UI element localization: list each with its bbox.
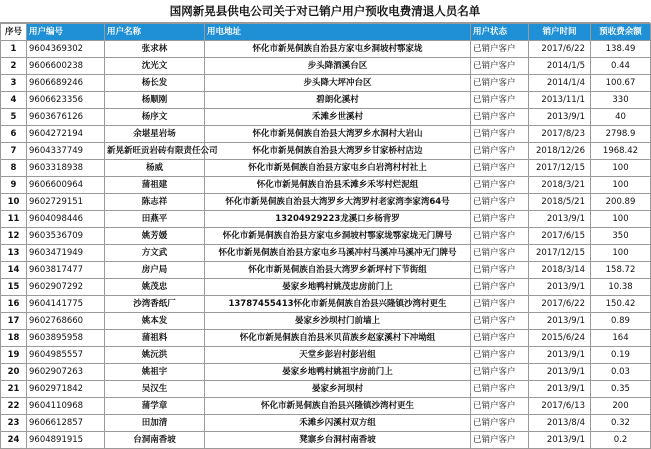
cell-user-name: 姚本发 [105,313,205,330]
table-row [1,126,651,143]
cell-close-date: 2013/9/1 [529,364,591,381]
cell-close-date: 2013/9/1 [529,347,591,364]
cell-user-no: 9604891915 [27,432,105,449]
cell-seq: 13 [1,245,27,262]
table-row [1,75,651,92]
cell-user-no: 9602907292 [27,279,105,296]
cell-close-date: 2017/6/13 [529,398,591,415]
cell-balance: 200 [591,398,651,415]
cell-user-name: 姚芳媛 [105,228,205,245]
cell-close-date: 2017/6/22 [529,296,591,313]
cell-user-name: 杨顺刚 [105,92,205,109]
cell-balance: 100 [591,160,651,177]
header-balance: 预收费余额 [591,24,651,41]
cell-balance: 100 [591,177,651,194]
cell-address: 怀化市新晃侗族自治县方家屯乡白岩湾村村社上 [205,160,471,177]
cell-balance: 164 [591,330,651,347]
cell-balance: 158.72 [591,262,651,279]
cell-user-name: 蒲学章 [105,398,205,415]
cell-close-date: 2017/12/15 [529,160,591,177]
header-seq: 序号 [1,24,27,41]
table-row [1,262,651,279]
table-row [1,296,651,313]
cell-user-no: 9604369302 [27,41,105,58]
table-row [1,58,651,75]
cell-close-date: 2017/12/15 [529,245,591,262]
cell-status: 已销户客户 [471,432,529,449]
cell-seq: 18 [1,330,27,347]
cell-seq: 4 [1,92,27,109]
table-row [1,228,651,245]
cell-balance: 0.32 [591,415,651,432]
cell-seq: 1 [1,41,27,58]
cell-seq: 23 [1,415,27,432]
table-row [1,330,651,347]
cell-user-name: 余堪星岩场 [105,126,205,143]
cell-user-no: 9602971842 [27,381,105,398]
cell-address: 晏家乡沙坝村门前墙上 [205,313,471,330]
cell-address: 怀化市新晃侗族自治县大湾罗乡大湾罗村老家湾李家湾64号 [205,194,471,211]
cell-close-date: 2013/9/1 [529,313,591,330]
cell-balance: 0.03 [591,364,651,381]
cell-user-no: 9604337749 [27,143,105,160]
cell-address: 凳寨乡台洞村南香坡 [205,432,471,449]
cell-address: 怀化市新晃侗族自治县大湾罗乡新坪村下节街组 [205,262,471,279]
cell-address: 禾滩乡闪溪村双方组 [205,415,471,432]
cell-address: 晏家乡地鸭村姚祖宇房前门上 [205,364,471,381]
cell-balance: 0.44 [591,58,651,75]
cell-status: 已销户客户 [471,75,529,92]
cell-close-date: 2015/6/24 [529,330,591,347]
cell-user-no: 9606600964 [27,177,105,194]
cell-user-no: 9606600238 [27,58,105,75]
cell-user-no: 9603471949 [27,245,105,262]
cell-address: 晏家乡河坝村 [205,381,471,398]
cell-status: 已销户客户 [471,279,529,296]
cell-seq: 22 [1,398,27,415]
cell-user-no: 9604110968 [27,398,105,415]
cell-seq: 2 [1,58,27,75]
cell-address: 天堂乡彭岩村彭岩组 [205,347,471,364]
cell-user-name: 新晃新旺贡岩砖有限责任公司 [105,143,205,160]
cell-balance: 0.2 [591,432,651,449]
cell-balance: 350 [591,228,651,245]
table-row [1,415,651,432]
cell-status: 已销户客户 [471,109,529,126]
cell-balance: 40 [591,109,651,126]
cell-balance: 2798.9 [591,126,651,143]
cell-user-name: 杨长发 [105,75,205,92]
cell-user-name: 姚茂忠 [105,279,205,296]
cell-seq: 20 [1,364,27,381]
cell-balance: 200.89 [591,194,651,211]
cell-status: 已销户客户 [471,313,529,330]
cell-user-name: 杨威 [105,160,205,177]
cell-balance: 0.19 [591,347,651,364]
cell-seq: 12 [1,228,27,245]
cell-close-date: 2013/9/1 [529,211,591,228]
cell-balance: 1968.42 [591,143,651,160]
cell-user-no: 9603318938 [27,160,105,177]
cell-address: 晏家乡地鸭村姚茂忠房前门上 [205,279,471,296]
table-row [1,279,651,296]
cell-user-no: 9602768660 [27,313,105,330]
cell-address: 碧朗化溪村 [205,92,471,109]
cell-user-name: 姚沅洪 [105,347,205,364]
cell-seq: 10 [1,194,27,211]
cell-user-no: 9603817477 [27,262,105,279]
cell-user-name: 房户局 [105,262,205,279]
cell-balance: 100 [591,211,651,228]
cell-status: 已销户客户 [471,296,529,313]
cell-seq: 8 [1,160,27,177]
table-row [1,143,651,160]
cell-user-no: 9603895958 [27,330,105,347]
table-row [1,398,651,415]
cell-close-date: 2013/9/1 [529,279,591,296]
cell-status: 已销户客户 [471,415,529,432]
cell-balance: 150.42 [591,296,651,313]
table-row [1,92,651,109]
cell-user-name: 陈志祥 [105,194,205,211]
cell-close-date: 2013/11/1 [529,92,591,109]
cell-status: 已销户客户 [471,330,529,347]
cell-status: 已销户客户 [471,143,529,160]
cell-close-date: 2013/9/1 [529,109,591,126]
cell-seq: 15 [1,279,27,296]
cell-seq: 6 [1,126,27,143]
cell-status: 已销户客户 [471,194,529,211]
cell-seq: 19 [1,347,27,364]
cell-close-date: 2018/12/26 [529,143,591,160]
cell-status: 已销户客户 [471,398,529,415]
cell-status: 已销户客户 [471,160,529,177]
header-user-name: 用户名称 [105,24,205,41]
cell-user-name: 杨序文 [105,109,205,126]
cell-user-name: 沈光文 [105,58,205,75]
cell-status: 已销户客户 [471,58,529,75]
cell-status: 已销户客户 [471,41,529,58]
cell-seq: 21 [1,381,27,398]
cell-user-no: 9602907263 [27,364,105,381]
cell-status: 已销户客户 [471,211,529,228]
cell-close-date: 2017/8/23 [529,126,591,143]
table-row [1,381,651,398]
cell-user-name: 田加清 [105,415,205,432]
cell-address: 怀化市新晃侗族自治县兴隆镇沙湾村更生 [205,398,471,415]
cell-balance: 0.89 [591,313,651,330]
cell-seq: 24 [1,432,27,449]
document-title: 国网新晃县供电公司关于对已销户用户预收电费清退人员名单 [0,0,650,23]
cell-close-date: 2014/1/5 [529,58,591,75]
cell-user-no: 9604098446 [27,211,105,228]
table-row [1,160,651,177]
table-row [1,41,651,58]
cell-balance: 10.38 [591,279,651,296]
cell-user-name: 沙湾香纸厂 [105,296,205,313]
cell-close-date: 2018/5/21 [529,194,591,211]
cell-address: 13787455413怀化市新晃侗族自治县兴隆镇沙湾村更生 [205,296,471,313]
cell-seq: 3 [1,75,27,92]
table-row [1,177,651,194]
cell-status: 已销户客户 [471,177,529,194]
cell-user-no: 9604141775 [27,296,105,313]
cell-seq: 11 [1,211,27,228]
cell-balance: 100 [591,245,651,262]
cell-address: 步头降酒溪台区 [205,58,471,75]
cell-user-name: 台洞南香坡 [105,432,205,449]
table-row [1,109,651,126]
cell-user-name: 张求林 [105,41,205,58]
cell-user-name: 吴汉生 [105,381,205,398]
table-row [1,211,651,228]
cell-user-no: 9602729151 [27,194,105,211]
header-status: 用户状态 [471,24,529,41]
header-user-no: 用户编号 [27,24,105,41]
cell-close-date: 2013/8/4 [529,415,591,432]
cell-user-no: 9606689246 [27,75,105,92]
cell-address: 怀化市新晃侗族自治县方家屯乡洞坡村鄠家垅鄠家垅无门牌号 [205,228,471,245]
cell-user-no: 9604985557 [27,347,105,364]
cell-seq: 7 [1,143,27,160]
cell-status: 已销户客户 [471,92,529,109]
cell-user-no: 9604272194 [27,126,105,143]
cell-address: 步头降大坪冲台区 [205,75,471,92]
table-row [1,364,651,381]
cell-status: 已销户客户 [471,347,529,364]
cell-address: 怀化市新晃侗族自治县方家屯乡洞坡村鄠家垅 [205,41,471,58]
cell-close-date: 2018/3/14 [529,262,591,279]
cell-seq: 16 [1,296,27,313]
cell-status: 已销户客户 [471,364,529,381]
cell-close-date: 2013/9/1 [529,381,591,398]
cell-close-date: 2014/1/4 [529,75,591,92]
cell-address: 怀化市新晃侗族自治县方家屯乡马溪冲村马溪冲马溪冲无门牌号 [205,245,471,262]
cell-user-no: 9603676126 [27,109,105,126]
cell-seq: 9 [1,177,27,194]
cell-close-date: 2017/6/22 [529,41,591,58]
cell-seq: 17 [1,313,27,330]
table-row [1,432,651,449]
cell-status: 已销户客户 [471,126,529,143]
cell-balance: 138.49 [591,41,651,58]
cell-status: 已销户客户 [471,245,529,262]
cell-address: 怀化市新晃侗族自治县大湾罗乡甘家桥村店边 [205,143,471,160]
header-address: 用电地址 [205,24,471,41]
cell-address: 禾滩乡世溪村 [205,109,471,126]
table-row [1,313,651,330]
cell-status: 已销户客户 [471,228,529,245]
cell-user-name: 方文武 [105,245,205,262]
cell-address: 怀化市新晃侗族自治县禾滩乡禾岑村烂泥组 [205,177,471,194]
cell-balance: 330 [591,92,651,109]
cell-address: 怀化市新晃侗族自治县大湾罗乡水洞村大岩山 [205,126,471,143]
cell-user-no: 9603536709 [27,228,105,245]
cell-user-name: 姚祖宇 [105,364,205,381]
cell-status: 已销户客户 [471,381,529,398]
cell-user-name: 蒲祖料 [105,330,205,347]
cell-user-name: 蒲祖建 [105,177,205,194]
cell-close-date: 2018/3/21 [529,177,591,194]
cell-user-name: 田燕平 [105,211,205,228]
cell-address: 怀化市新晃侗族自治县米贝苗族乡赵家溪村下冲坳组 [205,330,471,347]
cell-balance: 0.35 [591,381,651,398]
cell-balance: 100.67 [591,75,651,92]
cell-seq: 14 [1,262,27,279]
cell-close-date: 2013/9/1 [529,432,591,449]
table-row [1,347,651,364]
cell-address: 13204929223龙溪口乡杨背罗 [205,211,471,228]
header-row [1,24,651,41]
table-row [1,194,651,211]
customer-table [0,23,651,449]
header-close-date: 销户时间 [529,24,591,41]
cell-close-date: 2017/6/15 [529,228,591,245]
cell-user-no: 9606623356 [27,92,105,109]
cell-seq: 5 [1,109,27,126]
cell-user-no: 9606612857 [27,415,105,432]
cell-status: 已销户客户 [471,262,529,279]
table-row [1,245,651,262]
